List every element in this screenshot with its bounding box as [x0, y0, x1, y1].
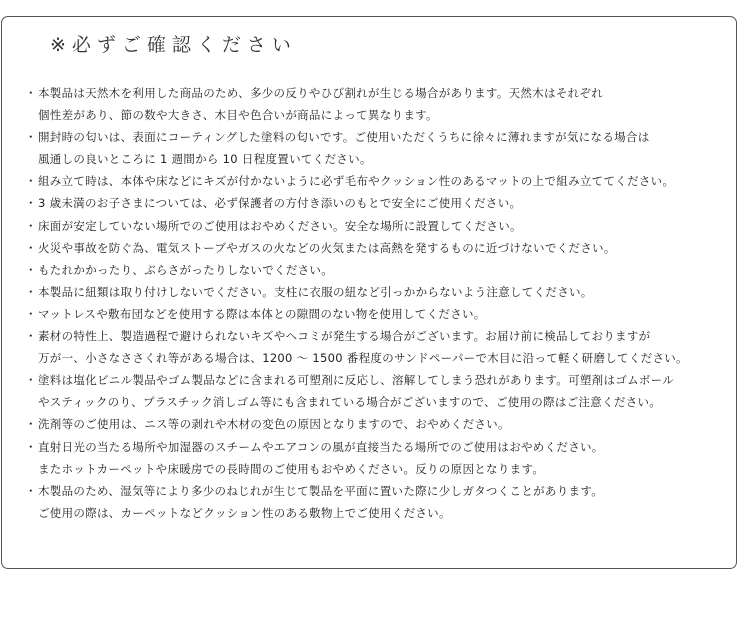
notice-line-text: 素材の特性上、製造過程で避けられないキズやヘコミが発生する場合がございます。お届け前に検品しておりますが	[38, 329, 651, 344]
notice-line-text: 本製品は天然木を利用した商品のため、多少の反りやひび割れが生じる場合があります。天然木はそれぞれ	[38, 86, 604, 100]
notice-line-text: 風通しの良いところに 1 週間から 10 日程度置いてください。	[38, 152, 372, 167]
bullet-mark: ・	[25, 329, 37, 344]
notice-line-text: 3 歳未満のお子さまについては、必ず保護者の方付き添いのもとで安全にご使用ください。	[38, 196, 522, 211]
notice-line	[25, 215, 733, 237]
notice-line-text: 組み立て時は、本体や床などにキズが付かないように必ず毛布やクッション性のあるマットの上で組み立ててください。	[38, 174, 675, 189]
bullet-mark: ・	[25, 130, 37, 145]
notice-line	[25, 458, 733, 480]
notice-line	[25, 303, 733, 325]
notice-line	[25, 148, 733, 170]
bullet-mark: ・	[25, 284, 37, 299]
bullet-mark: ・	[25, 417, 37, 432]
bullet-mark: ・	[25, 373, 37, 388]
notice-line	[25, 259, 733, 281]
bullet-mark: ・	[25, 86, 37, 100]
notice-line-text: 塗料は塩化ビニル製品やゴム製品などに含まれる可塑剤に反応し、溶解してしまう恐れがあります。可塑剤はゴムボール	[38, 373, 675, 388]
notice-line-text: またホットカーペットや床暖房での長時間のご使用もおやめください。反りの原因となります。	[38, 461, 545, 476]
notice-line-text: 床面が安定していない場所でのご使用はおやめください。安全な場所に設置してください。	[38, 218, 522, 233]
bullet-mark: ・	[25, 262, 37, 277]
notice-line-text: 洗剤等のご使用は、ニス等の剥れや木材の変色の原因となりますので、おやめください。	[38, 417, 510, 432]
bullet-mark: ・	[25, 240, 37, 255]
notice-line	[25, 369, 733, 391]
notice-line	[25, 104, 733, 126]
notice-line	[25, 480, 733, 502]
notice-line-text: 直射日光の当たる場所や加湿器のスチームやエアコンの風が直接当たる場所でのご使用はおやめください。	[38, 439, 604, 454]
notice-line	[25, 281, 733, 303]
notice-line	[25, 192, 733, 214]
bullet-mark: ・	[25, 483, 37, 498]
notice-line-text: 開封時の匂いは、表面にコーティングした塗料の匂いです。ご使用いただくうちに徐々に薄れますが気になる場合は	[38, 130, 650, 145]
notice-line	[25, 347, 733, 369]
notice-line-text: もたれかかったり、ぶらさがったりしないでください。	[38, 262, 333, 277]
notice-line-text: 木製品のため、湿気等により多少のねじれが生じて製品を平面に置いた際に少しガタつくことがあります。	[38, 483, 604, 498]
notice-line	[25, 325, 733, 347]
notice-line	[25, 413, 733, 435]
notice-line-text: マットレスや敷布団などを使用する際は本体との隙間のない物を使用してください。	[38, 306, 486, 321]
notice-line	[25, 237, 733, 259]
notice-title: ※必ずご確認ください	[50, 34, 297, 56]
bullet-mark: ・	[25, 196, 37, 211]
bullet-mark: ・	[25, 174, 37, 189]
notice-line-text: 火災や事故を防ぐ為、電気ストーブやガスの火などの火気または高熱を発するものに近づけないでください。	[38, 240, 616, 255]
notice-list	[25, 82, 733, 524]
notice-line	[25, 126, 733, 148]
notice-line-text: やスティックのり、プラスチック消しゴム等にも含まれている場合がございますので、ご使用の際はご注意ください。	[38, 395, 662, 410]
notice-line	[25, 391, 733, 413]
bullet-mark: ・	[25, 218, 37, 233]
notice-line-text: 万が一、小さなささくれ等がある場合は、1200 ～ 1500 番程度のサンドペーパーで木目に沿って軽く研磨してください。	[38, 351, 688, 366]
notice-line	[25, 82, 733, 104]
notice-line-text: ご使用の際は、カーペットなどクッション性のある敷物上でご使用ください。	[38, 505, 451, 520]
notice-line-text: 個性差があり、節の数や大きさ、木目や色合いが商品によって異なります。	[38, 108, 438, 123]
notice-line	[25, 170, 733, 192]
notice-line	[25, 436, 733, 458]
notice-line-text: 本製品に紐類は取り付けしないでください。支柱に衣服の紐など引っかからないよう注意してください。	[38, 284, 593, 299]
bullet-mark: ・	[25, 439, 37, 454]
bullet-mark: ・	[25, 306, 37, 321]
notice-line	[25, 502, 733, 524]
